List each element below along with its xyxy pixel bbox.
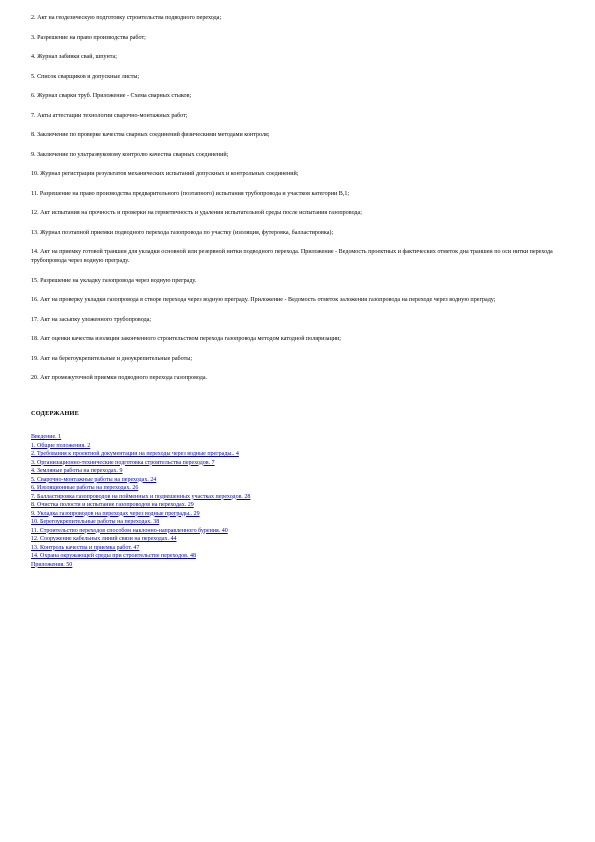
table-of-contents bbox=[31, 433, 431, 569]
list-item: 17. Акт на засыпку уложенного трубопровода; bbox=[31, 316, 152, 323]
toc-link[interactable]: 12. Сооружение кабельных линий связи на переходах. 44 bbox=[31, 536, 177, 542]
list-item: 12. Акт испытания на прочность и проверки на герметичность и удаления испытательной среды после испытания газопровода; bbox=[31, 210, 362, 216]
list-item: 20. Акт промежуточной приемки подводного перехода газопровода. bbox=[31, 375, 208, 381]
list-item: 7. Акты аттестации технологии сварочно-монтажных работ; bbox=[31, 112, 188, 119]
list-item: 11. Разрешение на право производства предварительного (поэтапного) испытания трубопровода и участков категории В,1; bbox=[31, 190, 350, 197]
document-list bbox=[31, 14, 565, 394]
toc-link[interactable]: 14. Охрана окружающей среды при строительстве переходов. 48 bbox=[31, 553, 196, 559]
list-item: 14. Акт на приемку готовой траншеи для укладки основной или резервной нитки подводного перехода. Приложение - Ведомость проектных и фактических отметок дна траншеи по оси нитки перехода трубопровода через водную преграду. bbox=[31, 249, 553, 264]
toc-link[interactable]: 6. Изоляционные работы на переходах. 26 bbox=[31, 485, 139, 491]
toc-link[interactable]: 3. Организационно-технические подготовка строительства переходов. 7 bbox=[31, 459, 215, 466]
toc-link[interactable]: Приложения. 50 bbox=[31, 561, 73, 568]
list-item: 2. Акт на геодезическую подготовку строительства подводного перехода; bbox=[31, 15, 222, 21]
toc-link[interactable]: 10. Берегоукрепительные работы на переходах. 38 bbox=[31, 519, 160, 525]
contents-heading: СОДЕРЖАНИЕ bbox=[31, 410, 80, 417]
toc-link[interactable]: 11. Строительство переходов способом наклонно-направленного бурения. 40 bbox=[31, 527, 228, 534]
list-item: 4. Журнал забивки свай, шпунта; bbox=[31, 54, 117, 60]
list-item: 9. Заключение по ультразвуковому контролю качества сварных соединений; bbox=[31, 151, 229, 158]
toc-link[interactable]: Введение. 1 bbox=[31, 434, 62, 440]
list-item: 5. Список сварщиков и допускные листы; bbox=[31, 73, 140, 80]
toc-link[interactable]: 5. Сварочно-монтажные работы на переходах. 24 bbox=[31, 476, 157, 483]
toc-link[interactable]: 4. Земляные работы на переходах. 9 bbox=[31, 468, 123, 474]
list-item: 16. Акт на проверку укладки газопровода в створе перехода через водную преграду. Приложение - Ведомость отметок заложения газопровода на переходе через водную преграду; bbox=[31, 297, 496, 303]
list-item: 3. Разрешение на право производства работ; bbox=[31, 34, 146, 41]
toc-link[interactable]: 13. Контроль качества и приемка работ. 47 bbox=[31, 544, 140, 551]
list-item: 19. Акт на берегоукрепительные и дноукрепительные работы; bbox=[31, 355, 193, 362]
list-item: 18. Акт оценки качества изоляции законченного строительством перехода газопровода методом катодной поляризации; bbox=[31, 336, 341, 342]
list-item: 13. Журнал поэтапной приемки подводного перехода газопровода по участку (изоляция, футеровка, балластировка); bbox=[31, 229, 334, 236]
list-item: 6. Журнал сварки труб. Приложение - Схема сварных стыков; bbox=[31, 93, 192, 99]
list-item: 10. Журнал регистрации результатов механических испытаний допускных и контрольных соединений; bbox=[31, 171, 299, 177]
list-item: 15. Разрешение на укладку газопровода через водную преграду. bbox=[31, 277, 197, 284]
list-item: 8. Заключение по проверке качества сварных соединений физическими методами контроля; bbox=[31, 132, 270, 138]
toc-link[interactable]: 1. Общие положения. 2 bbox=[31, 442, 91, 449]
toc-link[interactable]: 9. Укладка газопроводов на переходах через водные преграды.. 29 bbox=[31, 510, 200, 517]
toc-link[interactable]: 7. Балластировка газопроводов на пойменных и подвешенных участках переходов. 28 bbox=[31, 493, 251, 500]
toc-link[interactable]: 2. Требования к проектной документации на переходы через водные преграды.. 4 bbox=[31, 451, 239, 457]
toc-link[interactable]: 8. Очистка полости и испытание газопроводов на переходах. 29 bbox=[31, 502, 194, 508]
